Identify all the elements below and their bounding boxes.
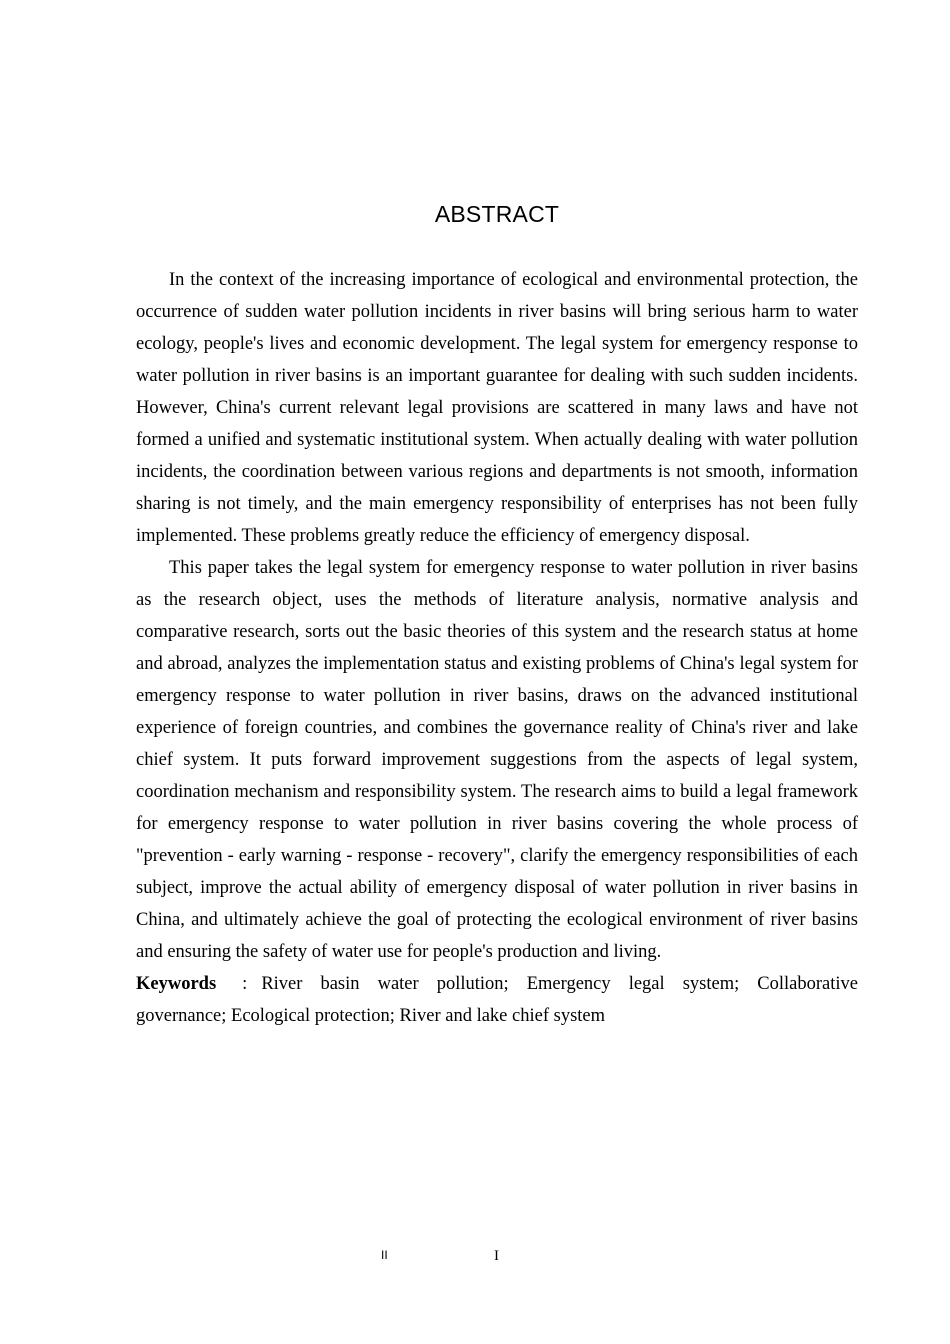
abstract-paragraph-1: In the context of the increasing importance of ecological and environmental protection, the occurrence of sudden water pollution incidents in river basins will bring serious harm to water ecology, people's lives and economic development. The legal system for emergency response to water pollution in river basins is an important guarantee for dealing with such sudden incidents. However, China's current relevant legal provisions are scattered in many laws and have not formed a unified and systematic institutional system. When actually dealing with water pollution incidents, the coordination between various regions and departments is not smooth, information sharing is not timely, and the main emergency responsibility of enterprises has not been fully implemented. These problems greatly reduce the efficiency of emergency disposal.: [136, 270, 858, 546]
keywords-line: [136, 968, 858, 1032]
abstract-title: ABSTRACT: [434, 201, 560, 227]
keywords-separator: :: [242, 974, 248, 994]
abstract-paragraph-2: This paper takes the legal system for emergency response to water pollution in river basins as the research object, uses the methods of literature analysis, normative analysis and comparative research, sorts out the basic theories of this system and the research status at home and abroad, analyzes the implementation status and existing problems of China's legal system for emergency response to water pollution in river basins, draws on the advanced institutional experience of foreign countries, and combines the governance reality of China's river and lake chief system. It puts forward improvement suggestions from the aspects of legal system, coordination mechanism and responsibility system. The research aims to build a legal framework for emergency response to water pollution in river basins covering the whole process of "prevention - early warning - response - recovery", clarify the emergency responsibilities of each subject, improve the actual ability of emergency disposal of water pollution in river basins in China, and ultimately achieve the goal of protecting the ecological environment of river basins and ensuring the safety of water use for people's production and living.: [136, 558, 858, 962]
abstract-body: [136, 264, 858, 1032]
footer-page-number-right: I: [494, 1248, 499, 1264]
keywords-text: River basin water pollution; Emergency legal system; Collaborative governance; Ecological protection; River and lake chief system: [136, 974, 858, 1026]
footer-page-number-left: II: [381, 1248, 388, 1262]
keywords-label: Keywords: [136, 974, 217, 994]
